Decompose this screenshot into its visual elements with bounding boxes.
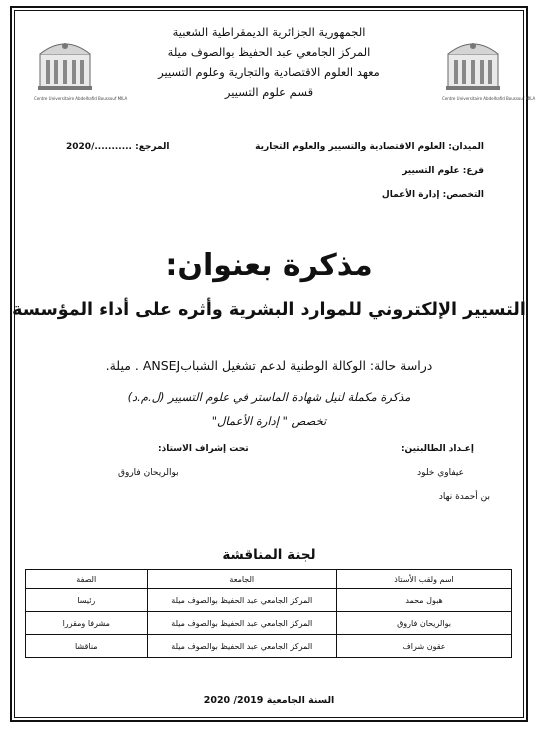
logo-caption-left: Centre Universitaire Abdelhafid Boussouf MILA (34, 96, 128, 101)
header-republic: الجمهورية الجزائرية الديمقراطية الشعبية (172, 25, 366, 39)
students-label: إعـداد الطالبتين: (400, 444, 474, 454)
logo-caption-right: Centre Universitaire Abdelhafid Boussouf MILA (442, 96, 536, 101)
jury-member-name: بوالريحان فاروق (337, 612, 512, 635)
jury-member-name: هبول محمد (337, 589, 512, 612)
field-domain: الميدان: العلوم الاقتصادية والتسيير والعلوم التجارية (255, 142, 484, 152)
field-specialty: التخصص: إدارة الأعمال (381, 190, 484, 200)
page-title: مذكرة بعنوان: (165, 248, 373, 283)
reference-number: المرجع: .........../2020 (66, 142, 170, 152)
thesis-subject: التسيير الإلكتروني للموارد البشرية وأثره على أداء المؤسسة (12, 300, 526, 320)
academic-year: السنة الجامعية 2019/ 2020 (203, 695, 335, 706)
jury-member-role: مناقشا (26, 635, 148, 658)
jury-member-university: المركز الجامعي عبد الحفيظ بوالصوف ميلة (147, 612, 337, 635)
jury-member-name: عقون شراف (337, 635, 512, 658)
case-study: دراسة حالة: الوكالة الوطنية لدعم تشغيل الشبابANSEJ . ميلة. (105, 358, 433, 373)
table-row (26, 635, 512, 658)
jury-member-university: المركز الجامعي عبد الحفيظ بوالصوف ميلة (147, 635, 337, 658)
supervisor-name: بوالريحان فاروق (118, 468, 179, 478)
header-department: قسم علوم التسيير (224, 85, 314, 99)
table-row (26, 589, 512, 612)
column-header-university: الجامعة (147, 570, 337, 589)
thesis-cover-page (10, 6, 536, 722)
header-university: المركز الجامعي عبد الحفيظ بوالصوف ميلة (167, 45, 371, 59)
jury-title: لجنة المناقشة (222, 547, 316, 563)
supervisor-label: تحت إشراف الاستاذ: (158, 444, 249, 454)
thesis-degree: مذكرة مكملة لنيل شهادة الماستر في علوم التسيير (ل.م.د) (127, 390, 411, 404)
student-name: بن أحمدة نهاد (438, 492, 490, 502)
jury-member-university: المركز الجامعي عبد الحفيظ بوالصوف ميلة (147, 589, 337, 612)
jury-member-role: رئيسا (26, 589, 148, 612)
jury-member-role: مشرفا ومقررا (26, 612, 148, 635)
jury-table (25, 569, 512, 658)
table-row (26, 612, 512, 635)
table-header-row (26, 570, 512, 589)
column-header-role: الصفة (26, 570, 148, 589)
header-institute: معهد العلوم الاقتصادية والتجارية وعلوم التسيير (158, 65, 380, 79)
thesis-specialty: تخصص " إدارة الأعمال" (211, 414, 327, 428)
field-branch: فرع: علوم التسيير (402, 166, 484, 176)
column-header-name: اسم ولقب الأستاذ (337, 570, 512, 589)
student-name: عيفاوي خلود (417, 468, 464, 478)
